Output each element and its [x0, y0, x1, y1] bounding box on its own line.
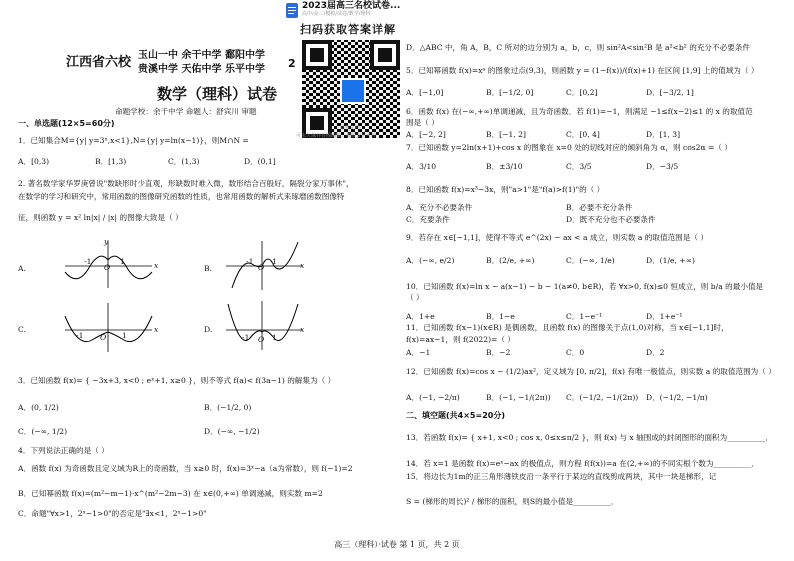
q2-graph-d-axis-x: x	[300, 325, 305, 334]
q9-option-d[interactable]: D．(1/e, +∞)	[646, 256, 696, 265]
q8-option-d[interactable]: D．既不充分也不必要条件	[566, 215, 656, 224]
scan-prompt: 扫码获取答案详解	[300, 23, 396, 36]
q9-stem: 9．若存在 x∈[−1,1]，使得不等式 e^(2x) − ax < a 成立，则实数 a 的取值范围是（ ）	[406, 233, 708, 242]
qr-caption-1: ·原创文档·	[338, 125, 362, 131]
doc-banner[interactable]	[258, 0, 408, 22]
q1-option-b[interactable]: B．[1,3)	[95, 157, 127, 166]
q15-stem-line1: 15．将边长为1m的正三角形薄铁皮沿一条平行于某边的直线剪成两块，其中一块是梯形，记	[406, 472, 717, 481]
page-footer: 高三（理科）·试卷 第 1 页，共 2 页	[334, 540, 460, 549]
banner-title: 2023届高三名校试卷...	[302, 1, 401, 11]
q12-option-d[interactable]: D．(−1/2, −1/π)	[646, 393, 708, 402]
q4-stem: 4．下列说法正确的是（ ）	[18, 446, 109, 455]
qr-caption-2: 可永久保存在线编辑、模版安全可控	[296, 133, 377, 139]
q2-graph-c-tick-1: 1	[122, 331, 127, 340]
q6-option-d[interactable]: D．[1, 3]	[646, 130, 681, 139]
q11-stem-line1: 11．已知函数 f(x−1)(x∈R) 是偶函数，且函数 f(x) 的图像关于点(1,0)对称，当 x∈[−1,1]时，	[406, 323, 729, 332]
exam-title: 数学（理科）试卷	[157, 85, 278, 103]
q10-option-b[interactable]: B．1−e	[486, 312, 515, 321]
q6-option-a[interactable]: A．[−2, 2]	[406, 130, 446, 139]
q12-option-a[interactable]: A．(−1, −2/π)	[406, 393, 460, 402]
q3-option-d[interactable]: D．(−∞, −1/2)	[204, 427, 260, 436]
q10-blank: （ ）	[406, 293, 424, 302]
q2-graph-c-tick-o: O	[100, 333, 107, 342]
q2-graph-a-tick-o: O	[104, 263, 111, 272]
q5-option-c[interactable]: C．[0,2]	[566, 88, 598, 97]
q2-graph-d-tick-1: 1	[272, 333, 277, 342]
q4-option-a[interactable]: A．函数 f(x) 为奇函数且定义域为R上的奇函数，当 x≥0 时，f(x)=3ˣ−a（a为常数），则 f(−1)=2	[18, 464, 353, 473]
q2-stem-line1: 2. 著名数学家华罗庚曾说"数缺形时少直观，形缺数时难入微，数形结合百般好，隔裂分家万事休"，	[18, 179, 354, 188]
q10-option-a[interactable]: A．1+e	[406, 312, 435, 321]
q3-option-b[interactable]: B．(−1/2, 0)	[204, 403, 252, 412]
q15-stem-line2: S = (梯形的周长)² / 梯形的面积，则S的最小值是__________．	[406, 497, 619, 506]
q2-option-d-label[interactable]: D.	[204, 325, 213, 334]
q7-option-c[interactable]: C．3/5	[566, 162, 592, 171]
q3-option-c[interactable]: C．(−∞, 1/2)	[18, 427, 68, 436]
q6-option-b[interactable]: B．[−1, 2]	[486, 130, 526, 139]
school-list-row2: 贵溪中学 天佑中学 乐平中学	[138, 64, 265, 75]
q10-option-c[interactable]: C．1−e⁻¹	[566, 312, 603, 321]
grade-number: 2	[288, 57, 296, 70]
q2-graph-c-axis-x: x	[154, 325, 159, 334]
q7-option-b[interactable]: B．±3/10	[486, 162, 523, 171]
q1-option-c[interactable]: C．(1,3)	[168, 157, 200, 166]
q11-option-a[interactable]: A．−1	[406, 348, 431, 357]
q2-graph-b-tick-1: 1	[272, 257, 277, 266]
q2-option-b-label[interactable]: B.	[204, 264, 212, 273]
q2-stem-line2: 在数学的学习和研究中，常用函数的图像研究函数的性质，也常用函数的解析式来琢磨函数图像特	[18, 192, 345, 201]
q2-graph-b-tick-neg1: -1	[246, 257, 254, 266]
q9-option-a[interactable]: A．(−∞, e/2)	[406, 256, 455, 265]
q2-graph-b-tick-o: O	[258, 263, 265, 272]
q2-graph-c-tick-neg1: -1	[76, 331, 84, 340]
q2-stem-line3: 征，则函数 y = x² ln|x| / |x| 的图像大致是（ ）	[18, 213, 183, 222]
q8-option-b[interactable]: B．必要不充分条件	[566, 203, 633, 212]
q5-option-b[interactable]: B．[−1/2, 0]	[486, 88, 534, 97]
upload-icon	[340, 78, 366, 104]
q4-option-d[interactable]: D．△ABC 中，角 A，B，C 所对的边分别为 a，b，c，则 sin²A<sin²B 是 a²<b² 的充分不必要条件	[406, 43, 750, 52]
q10-option-d[interactable]: D．1+e⁻¹	[646, 312, 683, 321]
banner-subtitle: 高中/高三/模拟/试卷/数学/理科	[302, 11, 371, 17]
q2-graph-c[interactable]	[60, 300, 160, 355]
q9-option-b[interactable]: B．(2/e, +∞)	[486, 256, 535, 265]
q1-option-a[interactable]: A．[0,3)	[18, 157, 50, 166]
q1-option-d[interactable]: D．(0,1]	[244, 157, 276, 166]
q2-graph-b-axis-x: x	[300, 261, 305, 270]
q3-stem: 3．已知函数 f(x)= { −3x+3, x<0 ; eˣ+1, x≥0 }，则不等式 f(a)< f(3a−1) 的解集为（ ）	[18, 376, 336, 385]
q7-option-d[interactable]: D．−3/5	[646, 162, 679, 171]
q10-stem: 10．已知函数 f(x)=ln x − a(x−1) − b − 1(a≠0, b∈R)，若 ∀x>0, f(x)≤0 恒成立，则 b/a 的最小值是	[406, 282, 764, 291]
q9-option-c[interactable]: C．(−∞, 1/e)	[566, 256, 615, 265]
q2-graph-a-tick-neg1: -1	[84, 257, 92, 266]
q8-option-c[interactable]: C．充要条件	[406, 215, 450, 224]
q2-graph-d-tick-o: O	[258, 335, 265, 344]
q6-stem-line2: 围是（ ）	[406, 118, 439, 127]
q7-stem: 7．已知函数 y=2ln(x+1)+cos x 的图象在 x=0 处的切线对应的倾斜角为 α，则 cos2α =（ ）	[406, 143, 733, 152]
province-label: 江西省六校	[66, 55, 132, 70]
q1-stem: 1．已知集合M={y| y=3ˣ,x<1},N={y| y=ln(x−1)}，则M∩N =	[18, 136, 249, 145]
q11-option-c[interactable]: C．0	[566, 348, 585, 357]
setter-line: 命题学校：余干中学 命题人：舒宾川 审题	[115, 107, 257, 116]
q5-stem: 5．已知幂函数 f(x)=xᵃ 的图象过点(9,3)，则函数 y = (1−f(x))/(f(x)+1) 在区间 [1,9] 上的值域为（ ）	[406, 66, 759, 75]
document-icon	[286, 3, 298, 18]
q4-option-b[interactable]: B．已知幂函数 f(x)=(m²−m−1)·x^(m²−2m−3) 在 x∈(0,+∞) 单调递减，则实数 m=2	[18, 489, 323, 498]
q5-option-a[interactable]: A．[−1,0]	[406, 88, 444, 97]
q2-graph-a-axis-y: y	[104, 237, 109, 246]
q11-stem-line2: f(x)=ax−1，则 f(2022)=（ ）	[406, 335, 516, 344]
q6-stem-line1: 6．函数 f(x) 在(−∞,+∞)单调递减，且为奇函数．若 f(1)=−1，则满足 −1≤f(x−2)≤1 的 x 的取值范	[406, 107, 753, 116]
q7-option-a[interactable]: A．3/10	[406, 162, 437, 171]
section-fill-blank: 二、填空题(共4×5=20分)	[406, 411, 505, 420]
q2-graph-d-tick-neg1: -1	[242, 333, 250, 342]
qr-code[interactable]	[302, 40, 400, 138]
q8-option-a[interactable]: A．充分不必要条件	[406, 203, 473, 212]
q4-option-c[interactable]: C．命题"∀x>1，2ˣ−1>0"的否定是"∃x<1，2ˣ−1>0"	[18, 509, 207, 518]
q2-graph-a-axis-x: x	[154, 261, 159, 270]
q12-option-b[interactable]: B．(−1, −1/(2π))	[486, 393, 551, 402]
q2-graph-a-tick-1: 1	[120, 257, 125, 266]
q2-option-c-label[interactable]: C.	[18, 325, 26, 334]
q11-option-b[interactable]: B．−2	[486, 348, 511, 357]
q6-option-c[interactable]: C．[0, 4]	[566, 130, 600, 139]
q12-option-c[interactable]: C．(−1/2, −1/(2π))	[566, 393, 639, 402]
q8-stem: 8．已知函数 f(x)=x³−3x，则"a>1"是"f(a)>f(1)"的（ ）	[406, 185, 605, 194]
q5-option-d[interactable]: D．[−3/2, 1]	[646, 88, 694, 97]
section-single-choice: 一、单选题(12×5=60分)	[18, 119, 115, 128]
q2-graph-d[interactable]	[222, 298, 306, 353]
q2-option-a-label[interactable]: A.	[18, 264, 26, 273]
q12-stem: 12．已知函数 f(x)=cos x − (1/2)ax²，定义域为 [0, π/2]，f(x) 有唯一极值点，则实数 a 的取值范围为（ ）	[406, 367, 776, 376]
q14-stem: 14．若 x=1 是函数 f(x)=eˣ−ax 的极值点，则方程 f(f(x))=a 在(2,+∞)的不同实根个数为__________．	[406, 459, 760, 468]
q11-option-d[interactable]: D．2	[646, 348, 665, 357]
school-list-row1: 玉山一中 余干中学 鄱阳中学	[138, 50, 265, 61]
q3-option-a[interactable]: A．(0, 1/2)	[18, 403, 59, 412]
q13-stem: 13．若函数 f(x)= { x+1, x<0 ; cos x, 0≤x≤π/2 }，则 f(x) 与 x 轴围成的封闭图形的面积为__________．	[406, 433, 773, 442]
